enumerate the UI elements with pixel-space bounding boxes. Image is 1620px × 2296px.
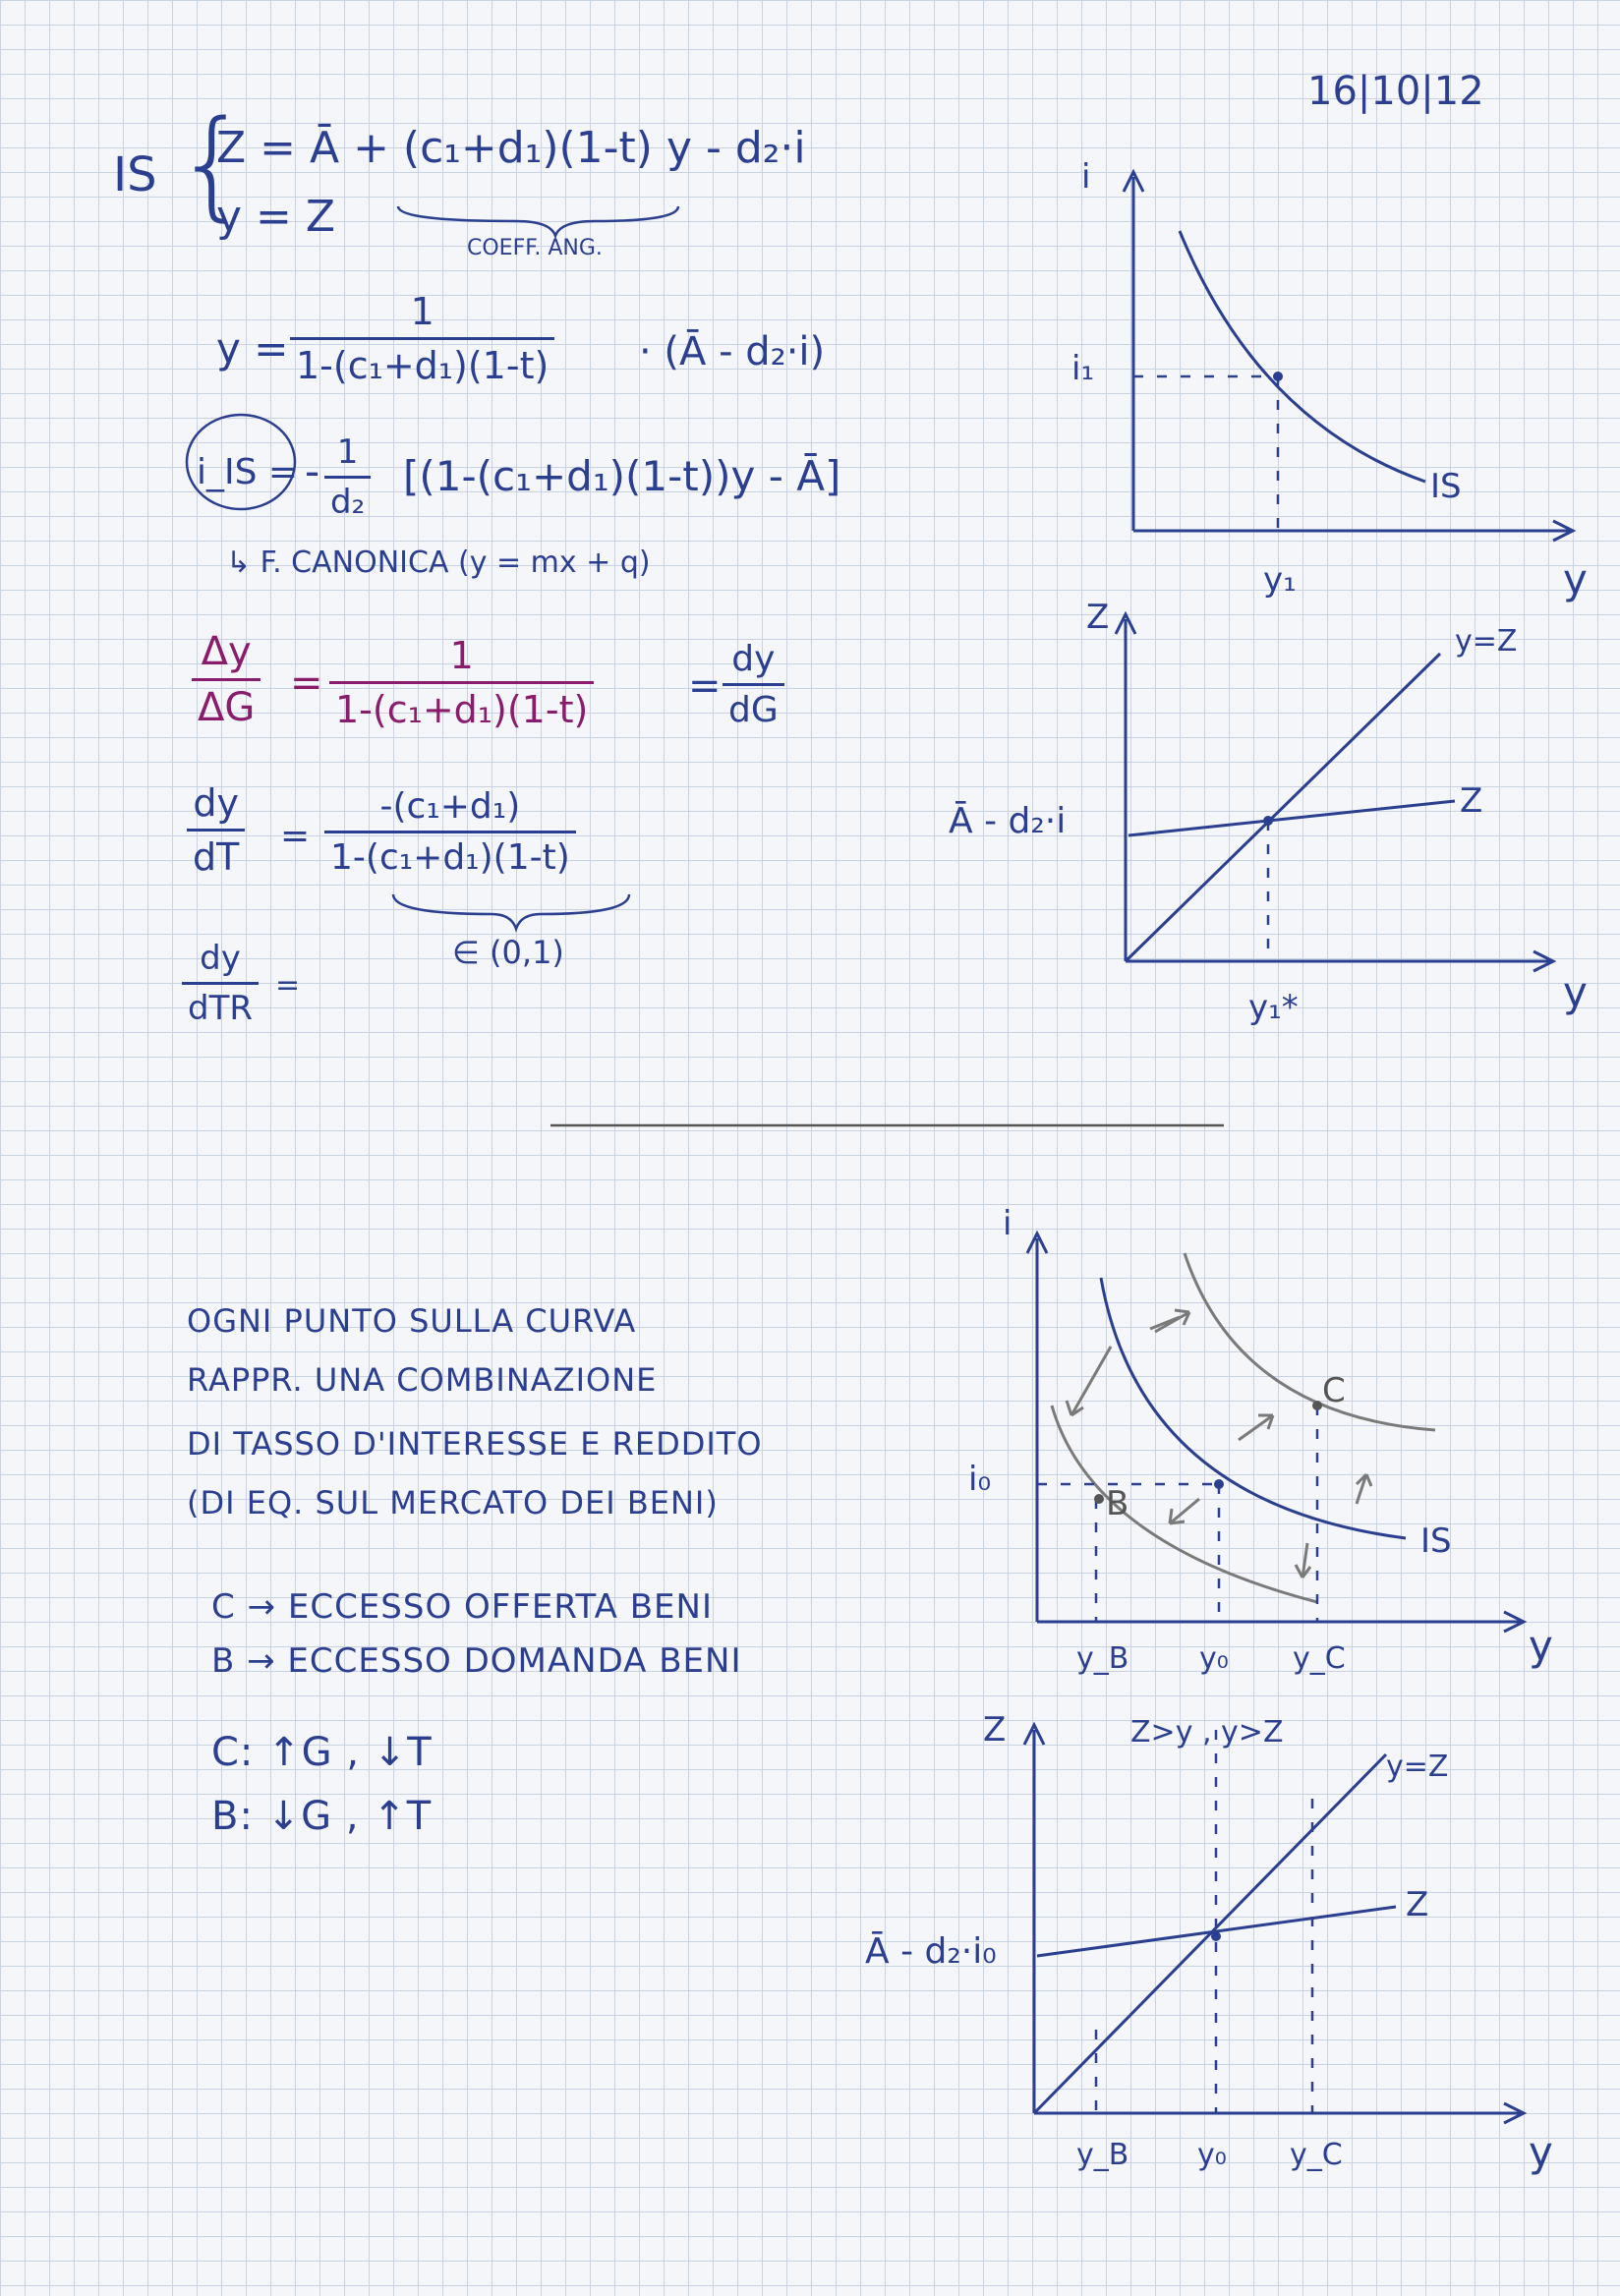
mult-tr-den: dTR (188, 989, 253, 1028)
g2-z-line-label: Z (1460, 781, 1483, 821)
g4-diagonal (1034, 1754, 1386, 2113)
g3-x-0-label: y₀ (1199, 1641, 1229, 1676)
mult-t-rden: 1-(c₁+d₁)(1-t) (330, 837, 570, 878)
canonical-note: ↳ F. CANONICA (y = mx + q) (226, 545, 651, 580)
mult-g-eq2: = (688, 663, 722, 709)
g4-x-b-label: y_B (1076, 2138, 1129, 2172)
g1-x-axis-label: y (1563, 555, 1588, 603)
mult-tr-eq: = (275, 968, 301, 1003)
y-eq-mult: · (Ā - d₂·i) (639, 329, 826, 374)
i-is-rest: [(1-(c₁+d₁)(1-t))y - Ā] (403, 452, 841, 500)
date: 16|10|12 (1307, 69, 1484, 114)
g1-curve-label: IS (1430, 467, 1462, 506)
g1-y-axis-label: i (1081, 157, 1091, 197)
mult-g-eq: = (290, 660, 323, 706)
i-is-den: d₂ (330, 483, 366, 522)
g4-y-axis-label: Z (983, 1710, 1007, 1750)
g4-top-note: Z>y , y>Z (1130, 1715, 1284, 1750)
note-b: B → ECCESSO DOMANDA BENI (211, 1641, 742, 1681)
g3-arrow-5 (1170, 1499, 1199, 1523)
g3-point-y-label: i₀ (968, 1460, 992, 1499)
g3-equilibrium-point (1214, 1479, 1224, 1489)
note-line-3: DI TASSO D'INTERESSE E REDDITO (187, 1425, 763, 1463)
g3-curve-label: IS (1420, 1521, 1452, 1561)
g3-point-b-label: B (1106, 1484, 1129, 1523)
mult-g-dnum: dy (731, 639, 776, 679)
g4-x-0-label: y₀ (1197, 2138, 1227, 2172)
note-c: C → ECCESSO OFFERTA BENI (211, 1587, 713, 1627)
mult-t-rnum: -(c₁+d₁) (379, 786, 521, 827)
g2-z-line (1128, 801, 1455, 835)
mult-g-num: Δy (201, 629, 252, 674)
mult-g-rnum: 1 (449, 634, 474, 677)
g4-equilibrium-point (1211, 1931, 1221, 1941)
mult-g-den: ΔG (198, 685, 256, 730)
mult-tr-num: dy (200, 939, 241, 978)
g1-is-curve (1180, 231, 1425, 482)
g3-point-c-label: C (1322, 1371, 1346, 1410)
is-equation-2: y = Z (216, 192, 336, 242)
y-eq-num: 1 (410, 290, 434, 333)
note-b-policy: B: ↓G , ↑T (211, 1794, 433, 1839)
g3-x-c-label: y_C (1293, 1641, 1346, 1676)
mult-t-den: dT (193, 835, 240, 879)
coeff-ang-note: COEFF. ANG. (467, 236, 603, 260)
i-is-num: 1 (336, 432, 359, 472)
mult-t-brace-note: ∈ (0,1) (452, 934, 564, 971)
g2-equilibrium-point (1263, 816, 1273, 826)
mult-g-dden: dG (728, 690, 779, 730)
y-eq-den: 1-(c₁+d₁)(1-t) (296, 344, 550, 387)
note-line-1: OGNI PUNTO SULLA CURVA (187, 1302, 637, 1340)
g3-arrow-6 (1296, 1543, 1310, 1578)
g4-x-axis-label: y (1529, 2128, 1553, 2176)
g3-is-curve (1101, 1278, 1406, 1538)
g2-intercept-label: Ā - d₂·i (949, 801, 1067, 841)
g2-y-axis-label: Z (1086, 598, 1110, 637)
note-c-policy: C: ↑G , ↓T (211, 1730, 433, 1775)
y-eq-lhs: y = (216, 324, 289, 373)
g3-y-axis-label: i (1003, 1204, 1012, 1243)
g3-x-b-label: y_B (1076, 1641, 1129, 1676)
g3-arrow-1 (1067, 1317, 1180, 1415)
mult-g-rden: 1-(c₁+d₁)(1-t) (335, 688, 589, 731)
g4-diag-label: y=Z (1386, 1750, 1449, 1784)
g3-point-b (1094, 1494, 1104, 1504)
mult-t-eq: = (280, 816, 311, 856)
g1-equilibrium-point (1273, 372, 1283, 381)
g4-z-line-label: Z (1406, 1885, 1429, 1924)
is-equation-1: Z = Ā + (c₁+d₁)(1-t) y - d₂·i (216, 123, 806, 173)
i-is-circle (187, 415, 295, 509)
g4-intercept-label: Ā - d₂·i₀ (865, 1931, 997, 1972)
mult-t-brace (393, 894, 629, 929)
coeff-brace (398, 206, 678, 236)
i-is-lhs: i_IS = (197, 452, 299, 492)
g2-x-axis-label: y (1563, 968, 1588, 1016)
g2-diag-label: y=Z (1455, 624, 1518, 659)
g4-x-c-label: y_C (1290, 2138, 1343, 2172)
note-line-2: RAPPR. UNA COMBINAZIONE (187, 1361, 658, 1399)
g1-point-y-label: i₁ (1071, 349, 1095, 388)
is-system-brace: { (175, 96, 251, 233)
note-line-4: (DI EQ. SUL MERCATO DEI BENI) (187, 1484, 719, 1521)
g1-point-x-label: y₁ (1263, 560, 1297, 600)
g3-arrow-3 (1239, 1415, 1273, 1440)
is-label: IS (113, 147, 157, 202)
g3-point-c (1312, 1401, 1322, 1410)
g3-x-axis-label: y (1529, 1622, 1553, 1670)
g3-curve-c (1185, 1253, 1435, 1430)
g3-arrow-4 (1357, 1474, 1371, 1504)
i-is-sign: - (305, 447, 320, 495)
mult-t-num: dy (193, 781, 239, 825)
g2-point-x-label: y₁* (1248, 988, 1299, 1027)
g3-arrow-2 (1155, 1310, 1189, 1332)
